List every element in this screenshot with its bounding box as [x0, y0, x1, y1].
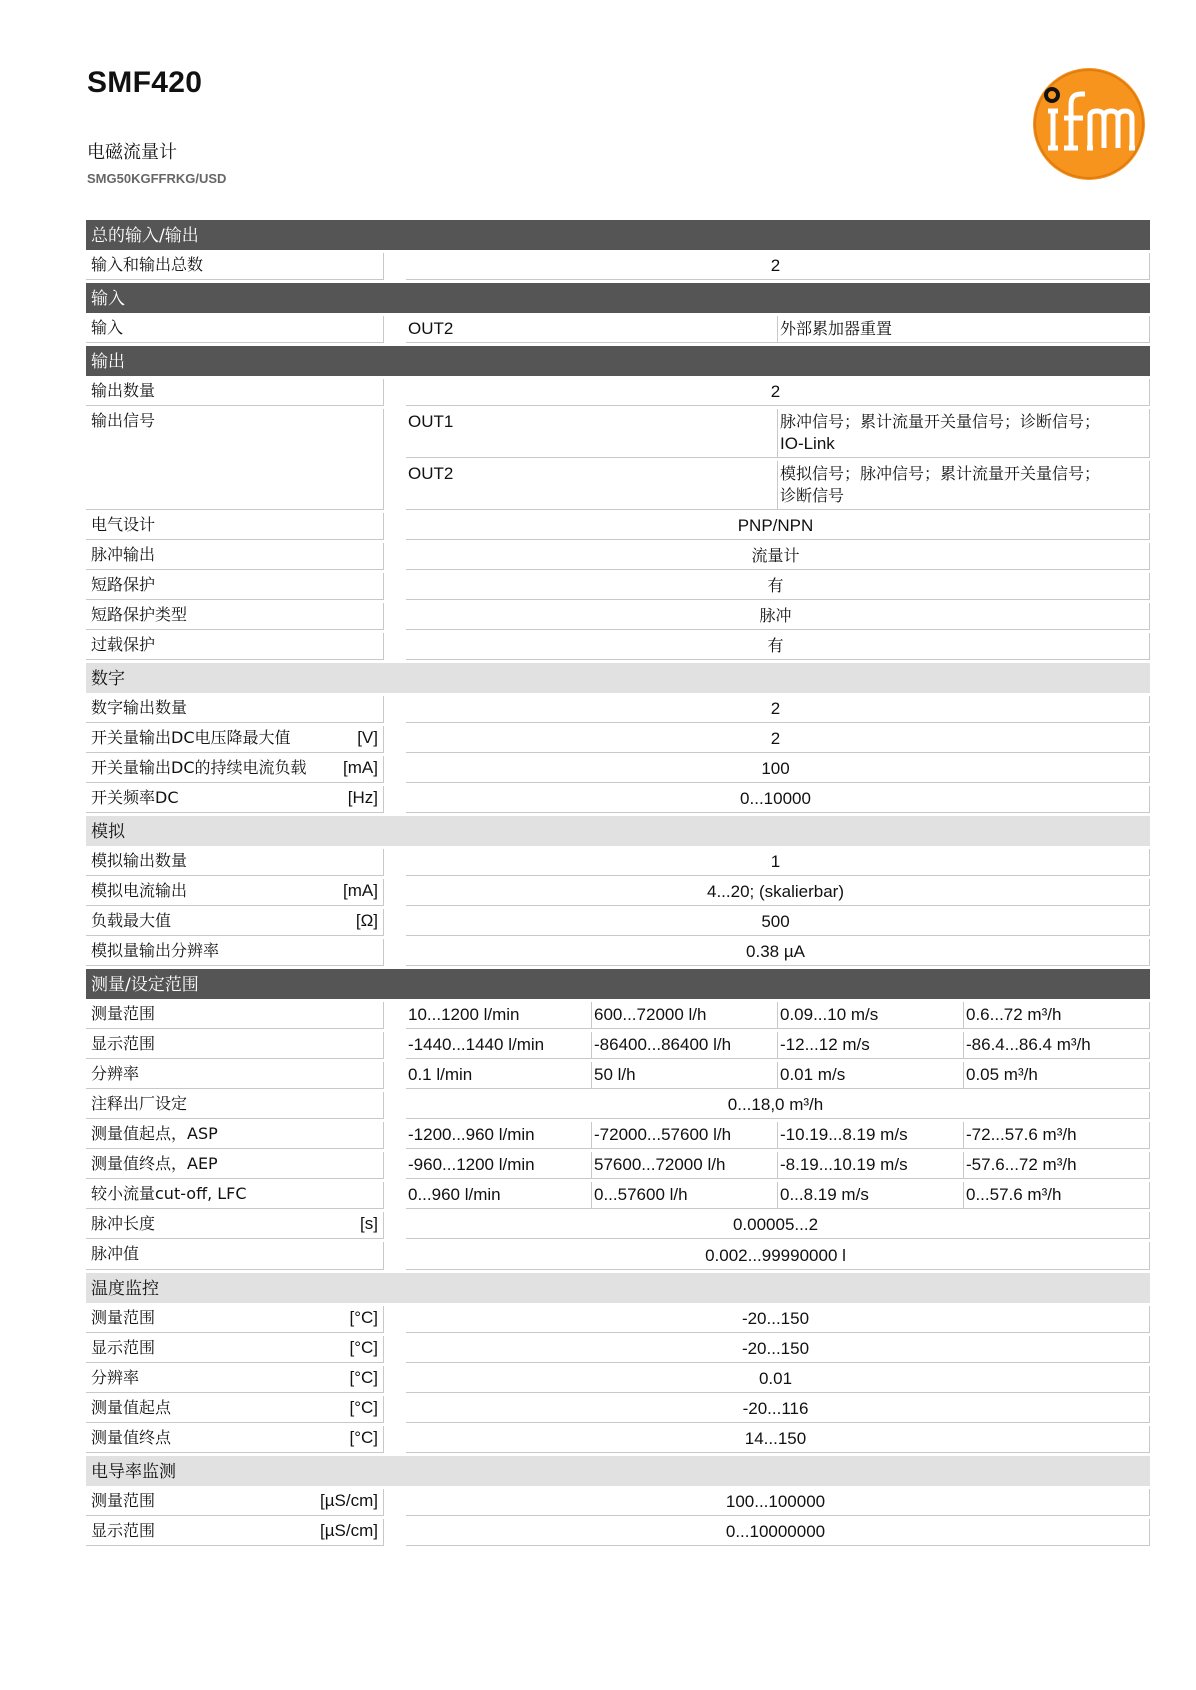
spec-value: -86.4...86.4 m³/h — [964, 1032, 1150, 1059]
section-header-conductivity: 电导率监测 — [86, 1456, 1150, 1486]
spec-value: -8.19...10.19 m/s — [778, 1152, 964, 1179]
spec-row-input — [86, 316, 1150, 343]
spec-unit: [mA] — [343, 881, 378, 900]
spec-label: 分辨率 — [91, 1064, 140, 1083]
spec-value: 2 — [406, 696, 1150, 723]
spec-row-cond-range — [86, 1489, 1150, 1516]
spec-value: 0.01 m/s — [778, 1062, 964, 1089]
spec-value: -1440...1440 l/min — [406, 1032, 592, 1059]
spec-value: 流量计 — [406, 543, 1150, 570]
spec-row-temp-end — [86, 1426, 1150, 1453]
spec-row-measuring-range — [86, 1002, 1150, 1029]
product-title: SMF420 — [87, 66, 203, 99]
spec-row-switching-frequency — [86, 786, 1150, 813]
spec-label: 测量范围 — [91, 1308, 156, 1327]
spec-row-aep — [86, 1152, 1150, 1179]
spec-unit: [°C] — [349, 1338, 378, 1357]
spec-row-display-range — [86, 1032, 1150, 1059]
spec-value: 0.09...10 m/s — [778, 1002, 964, 1029]
spec-label: 开关频率DC — [91, 788, 179, 807]
spec-value: 0...57.6 m³/h — [964, 1182, 1150, 1209]
spec-row-digital-count — [86, 696, 1150, 723]
spec-value: -57.6...72 m³/h — [964, 1152, 1150, 1179]
article-number: SMG50KGFFRKG/USD — [87, 171, 227, 186]
spec-unit: [Ω] — [355, 911, 378, 930]
spec-value: 100...100000 — [406, 1489, 1150, 1516]
spec-value: 0.05 m³/h — [964, 1062, 1150, 1089]
spec-value: PNP/NPN — [406, 513, 1150, 540]
spec-value: -1200...960 l/min — [406, 1122, 592, 1149]
spec-value: 0...10000 — [406, 786, 1150, 813]
spec-unit: [s] — [360, 1214, 378, 1233]
spec-label: 模拟输出数量 — [91, 851, 188, 870]
spec-row-cond-display — [86, 1519, 1150, 1546]
spec-value: 100 — [406, 756, 1150, 783]
spec-label: 分辨率 — [91, 1368, 140, 1387]
spec-label: 测量值终点，AEP — [91, 1154, 218, 1173]
spec-value: 0.38 µA — [406, 939, 1150, 966]
spec-unit: [°C] — [349, 1368, 378, 1387]
spec-label: 电气设计 — [91, 515, 156, 534]
spec-value-line: IO-Link — [780, 434, 835, 453]
spec-value: 0.01 — [406, 1366, 1150, 1393]
spec-value: -12...12 m/s — [778, 1032, 964, 1059]
spec-label: 测量值起点 — [91, 1398, 172, 1417]
spec-value: -86400...86400 l/h — [592, 1032, 778, 1059]
section-header-io-total: 总的输入/输出 — [86, 220, 1150, 250]
spec-unit: [µS/cm] — [320, 1491, 378, 1510]
spec-label: 显示范围 — [91, 1521, 156, 1540]
spec-value: -72000...57600 l/h — [592, 1122, 778, 1149]
spec-row-asp — [86, 1122, 1150, 1149]
spec-value: 0.1 l/min — [406, 1062, 592, 1089]
spec-row-electrical-design — [86, 513, 1150, 540]
spec-unit: [µS/cm] — [320, 1521, 378, 1540]
spec-unit: [V] — [357, 728, 378, 747]
ifm-logo — [1031, 66, 1147, 182]
spec-label: 较小流量cut-off, LFC — [91, 1184, 247, 1203]
spec-label: 脉冲长度 — [91, 1214, 156, 1233]
section-header-analog: 模拟 — [86, 816, 1150, 846]
spec-value-line: 模拟信号；脉冲信号；累计流量开关量信号； — [780, 464, 1101, 483]
spec-row-resolution — [86, 1062, 1150, 1089]
spec-row-output-signal — [86, 409, 1150, 510]
spec-value: 1 — [406, 849, 1150, 876]
spec-value: 50 l/h — [592, 1062, 778, 1089]
spec-unit: [°C] — [349, 1428, 378, 1447]
spec-label: 输入和输出总数 — [91, 255, 204, 274]
spec-unit: [°C] — [349, 1308, 378, 1327]
spec-value: -20...150 — [406, 1336, 1150, 1363]
spec-value: 0...960 l/min — [406, 1182, 592, 1209]
spec-label: 开关量输出DC电压降最大值 — [91, 728, 291, 747]
spec-row-analog-count — [86, 849, 1150, 876]
spec-value: 600...72000 l/h — [592, 1002, 778, 1029]
spec-label: 显示范围 — [91, 1034, 156, 1053]
spec-value: -10.19...8.19 m/s — [778, 1122, 964, 1149]
spec-row-continuous-current — [86, 756, 1150, 783]
spec-row-temp-display — [86, 1336, 1150, 1363]
spec-value: 0.002...99990000 l — [406, 1242, 1150, 1270]
spec-value: -72...57.6 m³/h — [964, 1122, 1150, 1149]
spec-label: 显示范围 — [91, 1338, 156, 1357]
spec-value: 57600...72000 l/h — [592, 1152, 778, 1179]
spec-value: 500 — [406, 909, 1150, 936]
section-header-outputs: 输出 — [86, 346, 1150, 376]
spec-value: OUT2 — [406, 461, 778, 510]
spec-value-line: 脉冲信号；累计流量开关量信号；诊断信号； — [780, 412, 1101, 431]
spec-label: 模拟量输出分辨率 — [91, 941, 220, 960]
spec-value: -20...150 — [406, 1306, 1150, 1333]
spec-value — [778, 461, 1150, 510]
spec-unit: [Hz] — [347, 788, 378, 807]
spec-value: OUT1 — [406, 409, 778, 458]
spec-row-overload — [86, 633, 1150, 660]
spec-unit: [mA] — [343, 758, 378, 777]
spec-label: 测量范围 — [91, 1004, 156, 1023]
spec-row-output-count — [86, 379, 1150, 406]
spec-label: 输出数量 — [91, 381, 156, 400]
spec-row-short-circuit-type — [86, 603, 1150, 630]
spec-value: 有 — [406, 633, 1150, 660]
spec-label: 输出信号 — [91, 411, 156, 430]
spec-label: 输入 — [91, 318, 124, 337]
spec-row-analog-current — [86, 879, 1150, 906]
spec-value: 0.00005...2 — [406, 1212, 1150, 1239]
spec-value: 0...10000000 — [406, 1519, 1150, 1546]
spec-label: 测量范围 — [91, 1491, 156, 1510]
spec-value — [778, 409, 1150, 458]
spec-label: 过载保护 — [91, 635, 156, 654]
spec-row-io-count — [86, 253, 1150, 280]
spec-row-temp-resolution — [86, 1366, 1150, 1393]
spec-unit: [°C] — [349, 1398, 378, 1417]
spec-row-pulse-value — [86, 1242, 1150, 1270]
spec-value: 脉冲 — [406, 603, 1150, 630]
spec-row-max-load — [86, 909, 1150, 936]
spec-label: 测量值起点，ASP — [91, 1124, 218, 1143]
spec-label: 模拟电流输出 — [91, 881, 188, 900]
spec-value-line: 诊断信号 — [780, 486, 845, 505]
spec-value: 有 — [406, 573, 1150, 600]
spec-label: 短路保护 — [91, 575, 156, 594]
spec-label: 脉冲输出 — [91, 545, 156, 564]
spec-row-factory-setting — [86, 1092, 1150, 1119]
spec-value: -20...116 — [406, 1396, 1150, 1423]
spec-label: 注释出厂设定 — [91, 1094, 188, 1113]
spec-value: 外部累加器重置 — [778, 316, 1150, 343]
spec-row-pulse-length — [86, 1212, 1150, 1239]
spec-table — [86, 220, 1150, 1546]
spec-label: 测量值终点 — [91, 1428, 172, 1447]
spec-row-voltage-drop — [86, 726, 1150, 753]
spec-row-lfc — [86, 1182, 1150, 1209]
spec-value: 10...1200 l/min — [406, 1002, 592, 1029]
spec-value: 0...57600 l/h — [592, 1182, 778, 1209]
spec-value: 2 — [406, 379, 1150, 406]
spec-value: 0.6...72 m³/h — [964, 1002, 1150, 1029]
spec-value: 0...18,0 m³/h — [406, 1092, 1150, 1119]
spec-value: -960...1200 l/min — [406, 1152, 592, 1179]
spec-row-analog-resolution — [86, 939, 1150, 966]
spec-row-pulse-output — [86, 543, 1150, 570]
spec-value: 4...20; (skalierbar) — [406, 879, 1150, 906]
spec-label: 数字输出数量 — [91, 698, 188, 717]
spec-label: 短路保护类型 — [91, 605, 188, 624]
section-header-measuring: 测量/设定范围 — [86, 969, 1150, 999]
spec-label: 脉冲值 — [91, 1244, 140, 1263]
product-subtitle: 电磁流量计 — [87, 142, 177, 163]
spec-value: 2 — [406, 726, 1150, 753]
spec-value: 2 — [406, 253, 1150, 280]
section-header-digital: 数字 — [86, 663, 1150, 693]
spec-label: 负载最大值 — [91, 911, 172, 930]
spec-value: 0...8.19 m/s — [778, 1182, 964, 1209]
section-header-inputs: 输入 — [86, 283, 1150, 313]
spec-row-temp-range — [86, 1306, 1150, 1333]
spec-row-temp-start — [86, 1396, 1150, 1423]
spec-label: 开关量输出DC的持续电流负载 — [91, 758, 307, 777]
spec-value: 14...150 — [406, 1426, 1150, 1453]
spec-value: OUT2 — [406, 316, 778, 343]
section-header-temperature: 温度监控 — [86, 1273, 1150, 1303]
spec-row-short-circuit — [86, 573, 1150, 600]
